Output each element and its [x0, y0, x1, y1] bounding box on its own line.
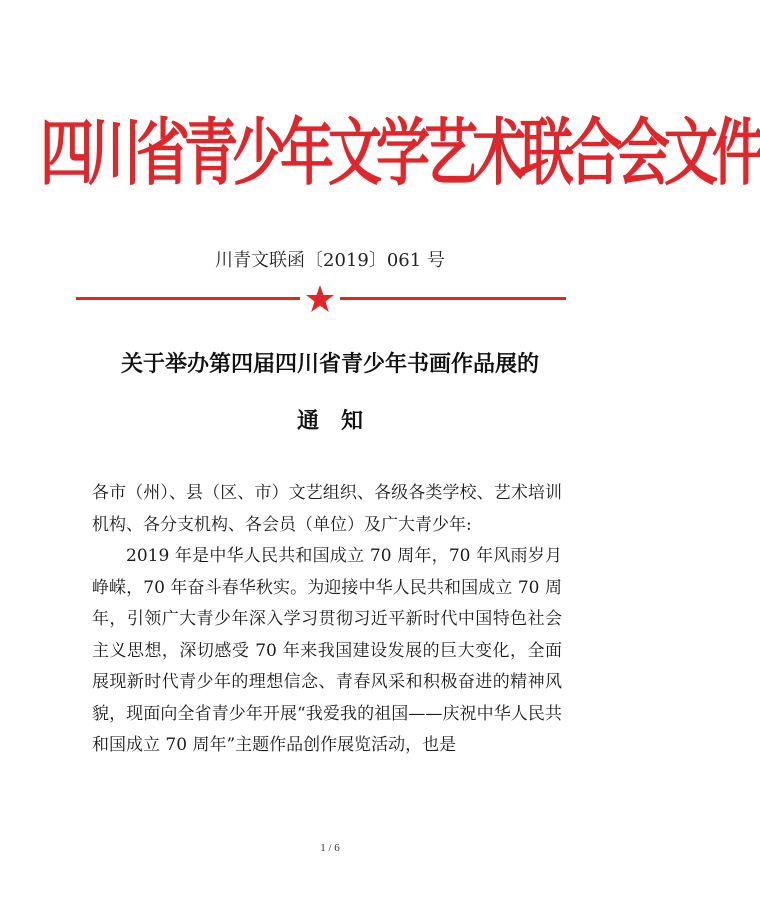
red-rule-right	[340, 297, 566, 300]
masthead-title: 四川省青少年文学艺术联合会文件	[40, 109, 760, 196]
notice-title-line1: 关于举办第四届四川省青少年书画作品展的	[120, 351, 539, 377]
salutation: 各市（州）、县（区、市）文艺组织、各级各类学校、艺术培训机构、各分支机构、各会员（单位）及广大青少年:	[92, 483, 562, 535]
paragraph-1: 2019 年是中华人民共和国成立 70 周年，70 年风雨岁月峥嵘，70 年奋斗春华秋实。为迎接中华人民共和国成立 70 周年，引领广大青少年深入学习贯彻习近平新时代中国特色社会主义思想，深切感受 70 年来我国建设发展的巨大变化，全面展现新时代青少年的理想信念、青春风采和积极奋进的精神风貌，现面向全省青少年开展“我爱我的祖国——庆祝中华人民共和国成立 70 周年”主题作品创作展览活动，也是	[92, 546, 562, 755]
page-number: 1 / 6	[320, 842, 340, 854]
red-rule-left	[76, 297, 300, 300]
star-icon	[305, 284, 335, 314]
document-number: 川青文联函〔2019〕061 号	[215, 250, 445, 271]
notice-body	[92, 478, 562, 762]
notice-title-line2: 通 知	[296, 408, 363, 434]
